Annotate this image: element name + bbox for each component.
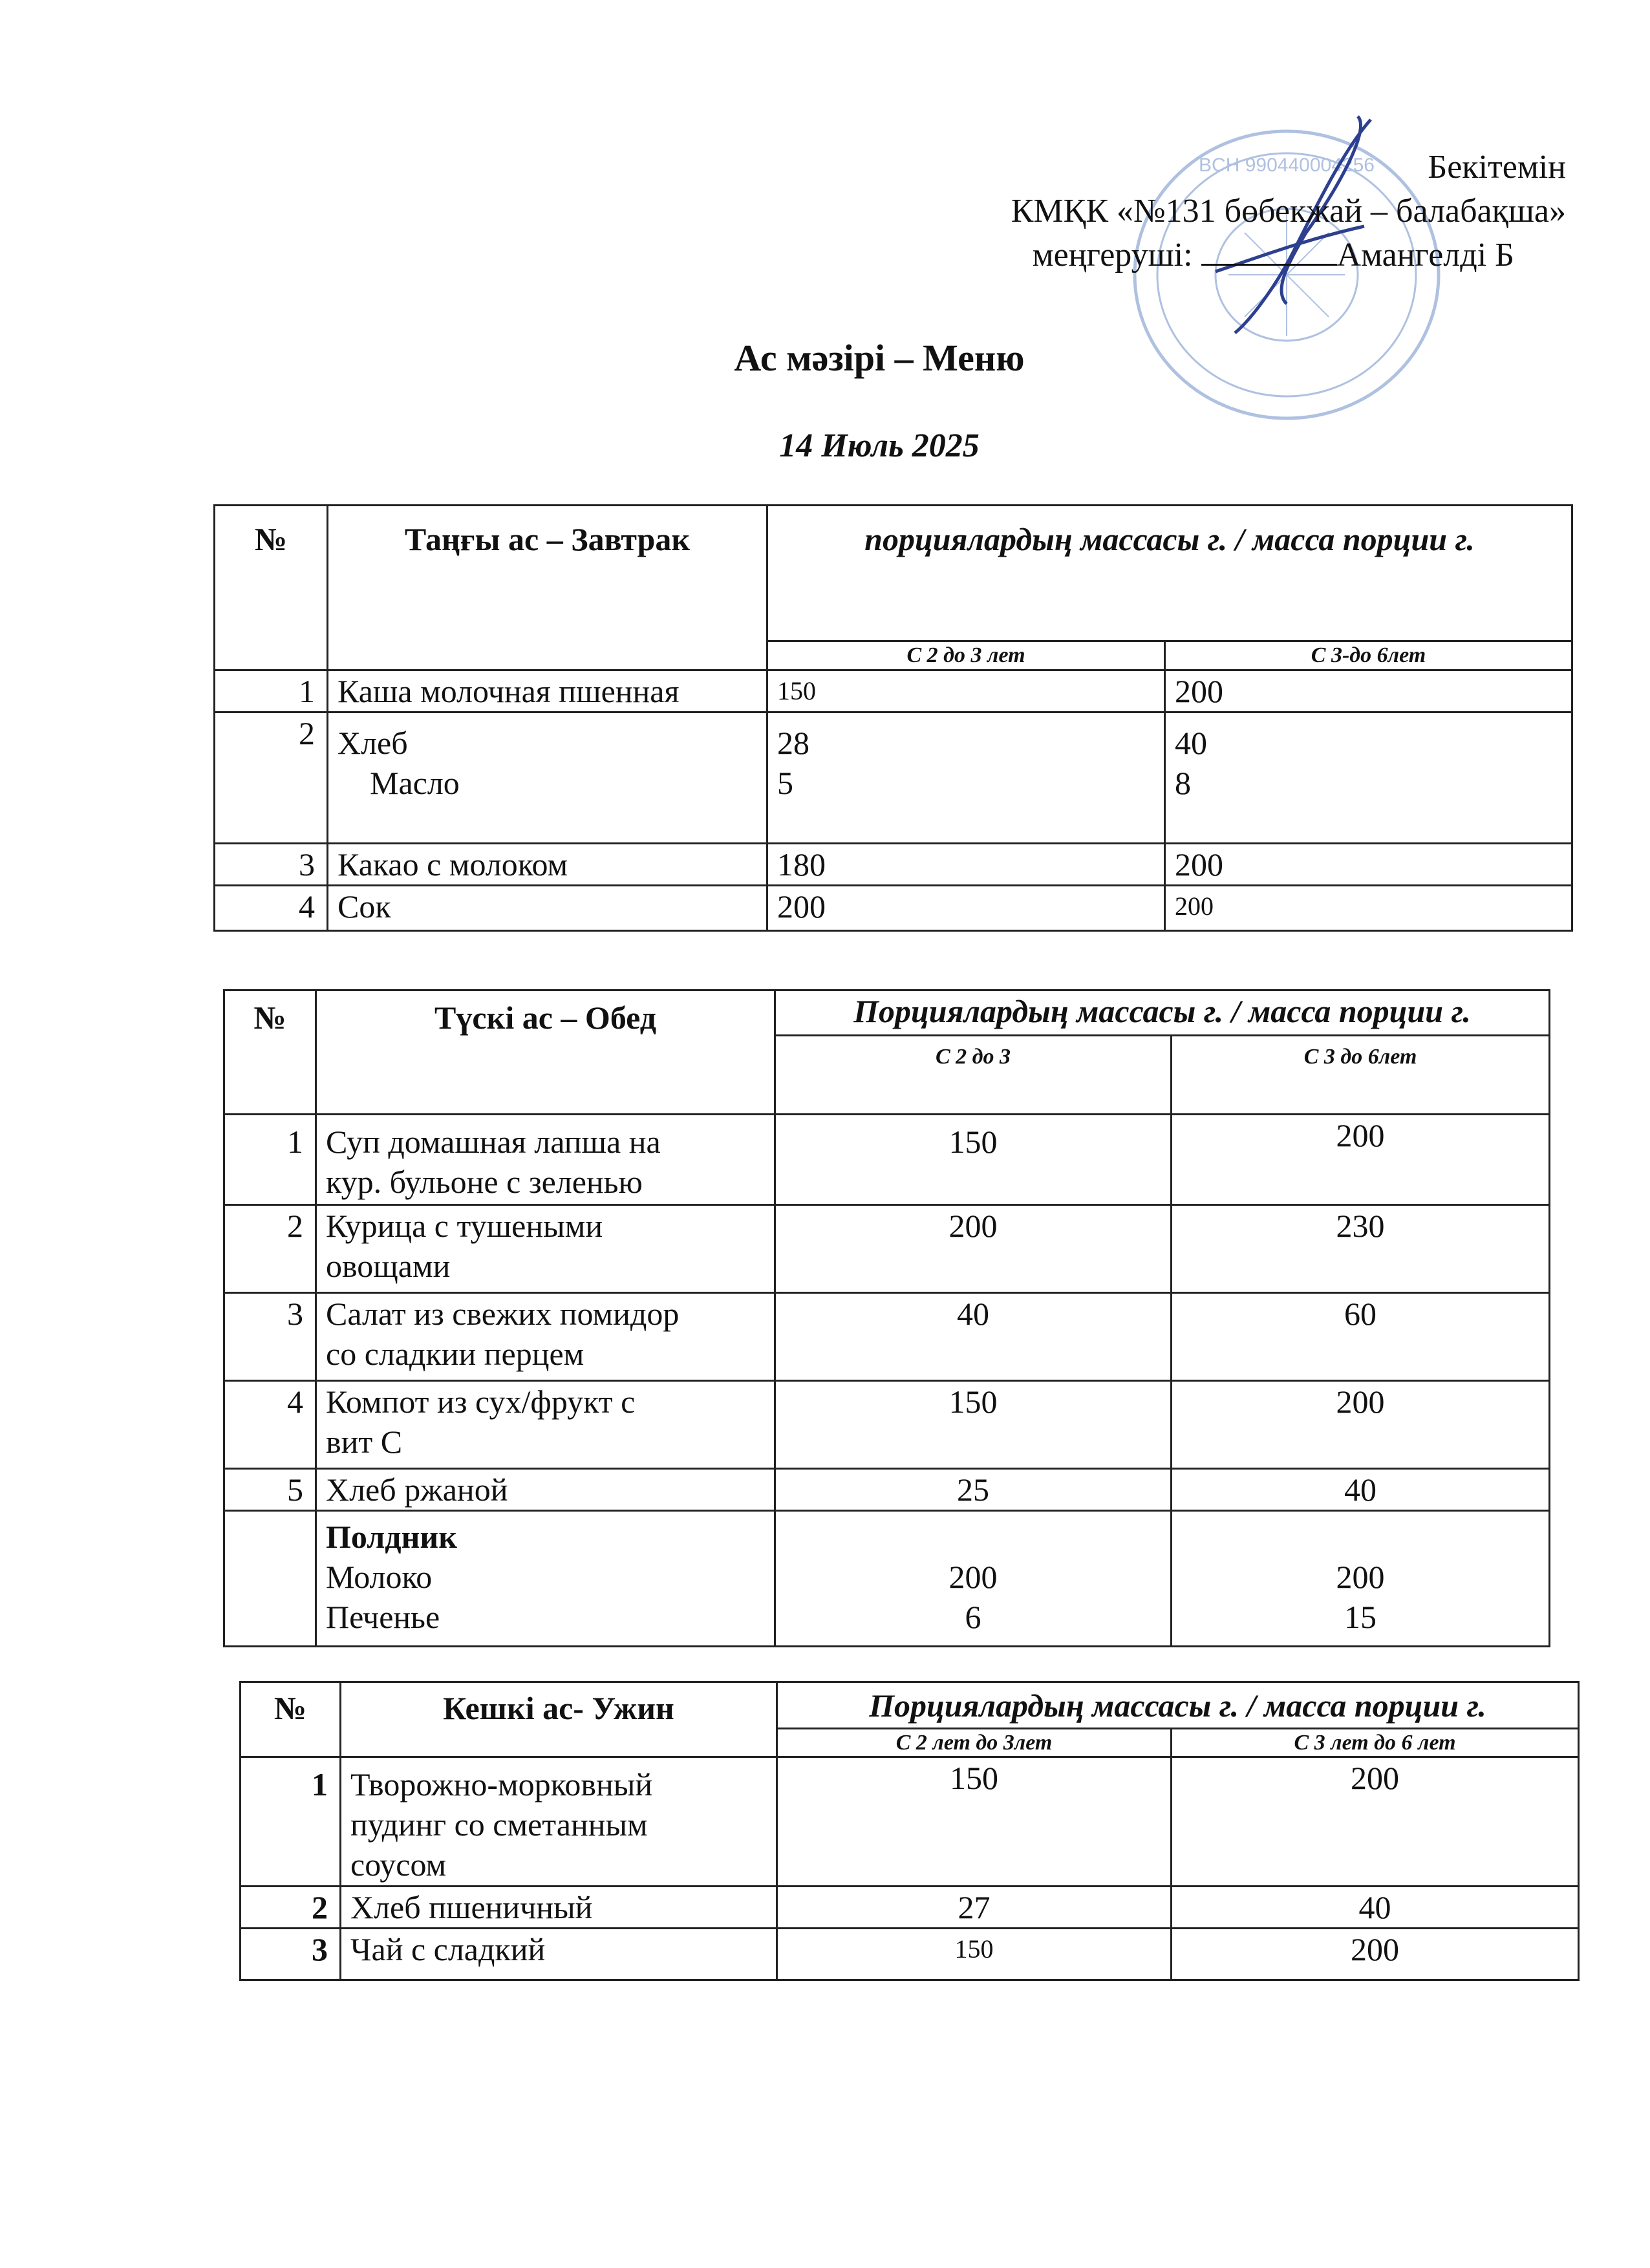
breakfast-header-num: №: [215, 506, 328, 670]
table-row: [215, 712, 1572, 844]
mass-line: 15: [1344, 1599, 1377, 1635]
mass-age-2: 200: [1172, 1929, 1579, 1980]
mass-age-1: 200: [775, 1205, 1172, 1293]
mass-age-2: 40: [1172, 1887, 1579, 1929]
mass-age-2: 200: [1172, 1757, 1579, 1887]
approval-line-1: Бекітемін: [1428, 149, 1566, 186]
table-row: [215, 886, 1572, 931]
mass-age-2: 200: [1165, 886, 1572, 931]
table-row: [224, 1469, 1550, 1511]
dinner-header-name: Кешкі ас- Ужин: [341, 1682, 777, 1757]
dinner-table: [239, 1681, 1580, 1981]
mass-line: 40: [1175, 725, 1207, 761]
dish-name: [316, 1205, 775, 1293]
table-row: [215, 670, 1572, 712]
page-title: Ас мәзірі – Меню: [734, 337, 1025, 379]
breakfast-age-2: С 3-до 6лет: [1165, 641, 1572, 670]
mass-age-1: 25: [775, 1469, 1172, 1511]
lunch-age-2: С 3 до 6лет: [1172, 1036, 1550, 1115]
mass-age-2: 60: [1172, 1293, 1550, 1381]
mass-age-2: [1165, 712, 1572, 844]
row-number: 5: [224, 1469, 316, 1511]
table-row: [215, 844, 1572, 886]
table-row: [224, 1381, 1550, 1469]
breakfast-header-mass: порциялардың массасы г. / масса порции г.: [767, 506, 1572, 641]
dish-name-line: пудинг со сметанным: [350, 1806, 648, 1843]
mass-age-2: 40: [1172, 1469, 1550, 1511]
dish-name-line: со сладкии перцем: [326, 1336, 584, 1372]
mass-line: 200: [1336, 1559, 1385, 1595]
approval-block: [1011, 145, 1566, 277]
dish-name: Какао с молоком: [328, 844, 767, 886]
mass-age-1: [767, 712, 1165, 844]
mass-age-1: 150: [767, 670, 1165, 712]
lunch-age-1: С 2 до 3: [775, 1036, 1172, 1115]
dinner-header-mass: Порциялардың массасы г. / масса порции г.: [777, 1682, 1579, 1729]
dish-name-line: Курица с тушеными: [326, 1208, 603, 1244]
row-number: 1: [215, 670, 328, 712]
mass-age-2: [1172, 1511, 1550, 1647]
stamp-text: BCH 990440004256: [1199, 155, 1375, 176]
dish-name-line: Компот из сух/фрукт с: [326, 1384, 636, 1420]
mass-age-2: 230: [1172, 1205, 1550, 1293]
dish-name-line: Суп домашная лапша на: [326, 1124, 661, 1160]
row-number: 1: [241, 1757, 341, 1887]
approval-line-3: [1011, 233, 1514, 277]
lunch-header-num: №: [224, 990, 316, 1115]
dish-name: Хлеб пшеничный: [341, 1887, 777, 1929]
dish-name: Каша молочная пшенная: [328, 670, 767, 712]
dish-name: [316, 1511, 775, 1647]
row-number: 4: [224, 1381, 316, 1469]
mass-age-2: 200: [1172, 1115, 1550, 1205]
row-number: 2: [215, 712, 328, 844]
dish-name-line: кур. бульоне с зеленью: [326, 1164, 643, 1200]
lunch-table: [223, 989, 1550, 1647]
table-row: [241, 1757, 1579, 1887]
mass-age-1: [775, 1511, 1172, 1647]
mass-line: 6: [965, 1599, 981, 1635]
mass-age-1: 150: [775, 1115, 1172, 1205]
mass-age-2: 200: [1165, 844, 1572, 886]
menu-date: 14 Июль 2025: [779, 427, 980, 464]
dish-name: [316, 1115, 775, 1205]
row-number: 3: [241, 1929, 341, 1980]
snack-title: Полдник: [326, 1519, 458, 1555]
mass-age-2: 200: [1172, 1381, 1550, 1469]
row-number: 1: [224, 1115, 316, 1205]
approval-line-2: КМҚК «№131 бөбекжай – балабақша»: [1011, 193, 1566, 230]
breakfast-age-1: С 2 до 3 лет: [767, 641, 1165, 670]
snack-row: [224, 1511, 1550, 1647]
dish-name: [328, 712, 767, 844]
mass-age-1: 40: [775, 1293, 1172, 1381]
dish-name-line: соусом: [350, 1846, 447, 1883]
breakfast-table: [213, 504, 1573, 932]
lunch-header-mass: Порциялардың массасы г. / масса порции г.: [775, 990, 1550, 1036]
lunch-header-name: Түскі ас – Обед: [316, 990, 775, 1115]
mass-age-1: 200: [767, 886, 1165, 931]
mass-age-1: 180: [767, 844, 1165, 886]
dish-name-line: Творожно-морковный: [350, 1766, 653, 1803]
dinner-age-1: С 2 лет до 3лет: [777, 1729, 1172, 1757]
mass-age-1: 27: [777, 1887, 1172, 1929]
table-row: [224, 1293, 1550, 1381]
mass-line: 8: [1175, 765, 1191, 801]
row-number: 4: [215, 886, 328, 931]
dish-name: [316, 1381, 775, 1469]
row-number: 2: [241, 1887, 341, 1929]
signature-line: [1201, 238, 1337, 266]
mass-line: 200: [948, 1559, 998, 1595]
dish-name: [341, 1757, 777, 1887]
table-row: [224, 1115, 1550, 1205]
dish-name: Сок: [328, 886, 767, 931]
dish-name: [316, 1293, 775, 1381]
table-row: [241, 1887, 1579, 1929]
dish-name: Чай с сладкий: [341, 1929, 777, 1980]
dinner-header-num: №: [241, 1682, 341, 1757]
breakfast-header-name: Таңғы ас – Завтрак: [328, 506, 767, 670]
mass-age-1: 150: [775, 1381, 1172, 1469]
row-number: 3: [215, 844, 328, 886]
dish-name-line: вит С: [326, 1424, 403, 1460]
dish-name-line: Хлеб: [338, 725, 408, 761]
dish-name: Хлеб ржаной: [316, 1469, 775, 1511]
mass-line: 28: [777, 725, 809, 761]
mass-age-2: 200: [1165, 670, 1572, 712]
dish-name-line: Салат из свежих помидор: [326, 1296, 680, 1332]
row-number: [224, 1511, 316, 1647]
dish-name-line: Масло: [370, 765, 460, 801]
mass-line: 5: [777, 765, 793, 801]
manager-label: меңгеруші:: [1032, 237, 1193, 273]
mass-age-1: 150: [777, 1929, 1172, 1980]
row-number: 2: [224, 1205, 316, 1293]
table-row: [224, 1205, 1550, 1293]
dish-name-line: Печенье: [326, 1599, 440, 1635]
table-row: [241, 1929, 1579, 1980]
dish-name-line: овощами: [326, 1248, 451, 1284]
dinner-age-2: С 3 лет до 6 лет: [1172, 1729, 1579, 1757]
manager-name: Амангелді Б: [1336, 237, 1514, 273]
mass-age-1: 150: [777, 1757, 1172, 1887]
dish-name-line: Молоко: [326, 1559, 433, 1595]
row-number: 3: [224, 1293, 316, 1381]
